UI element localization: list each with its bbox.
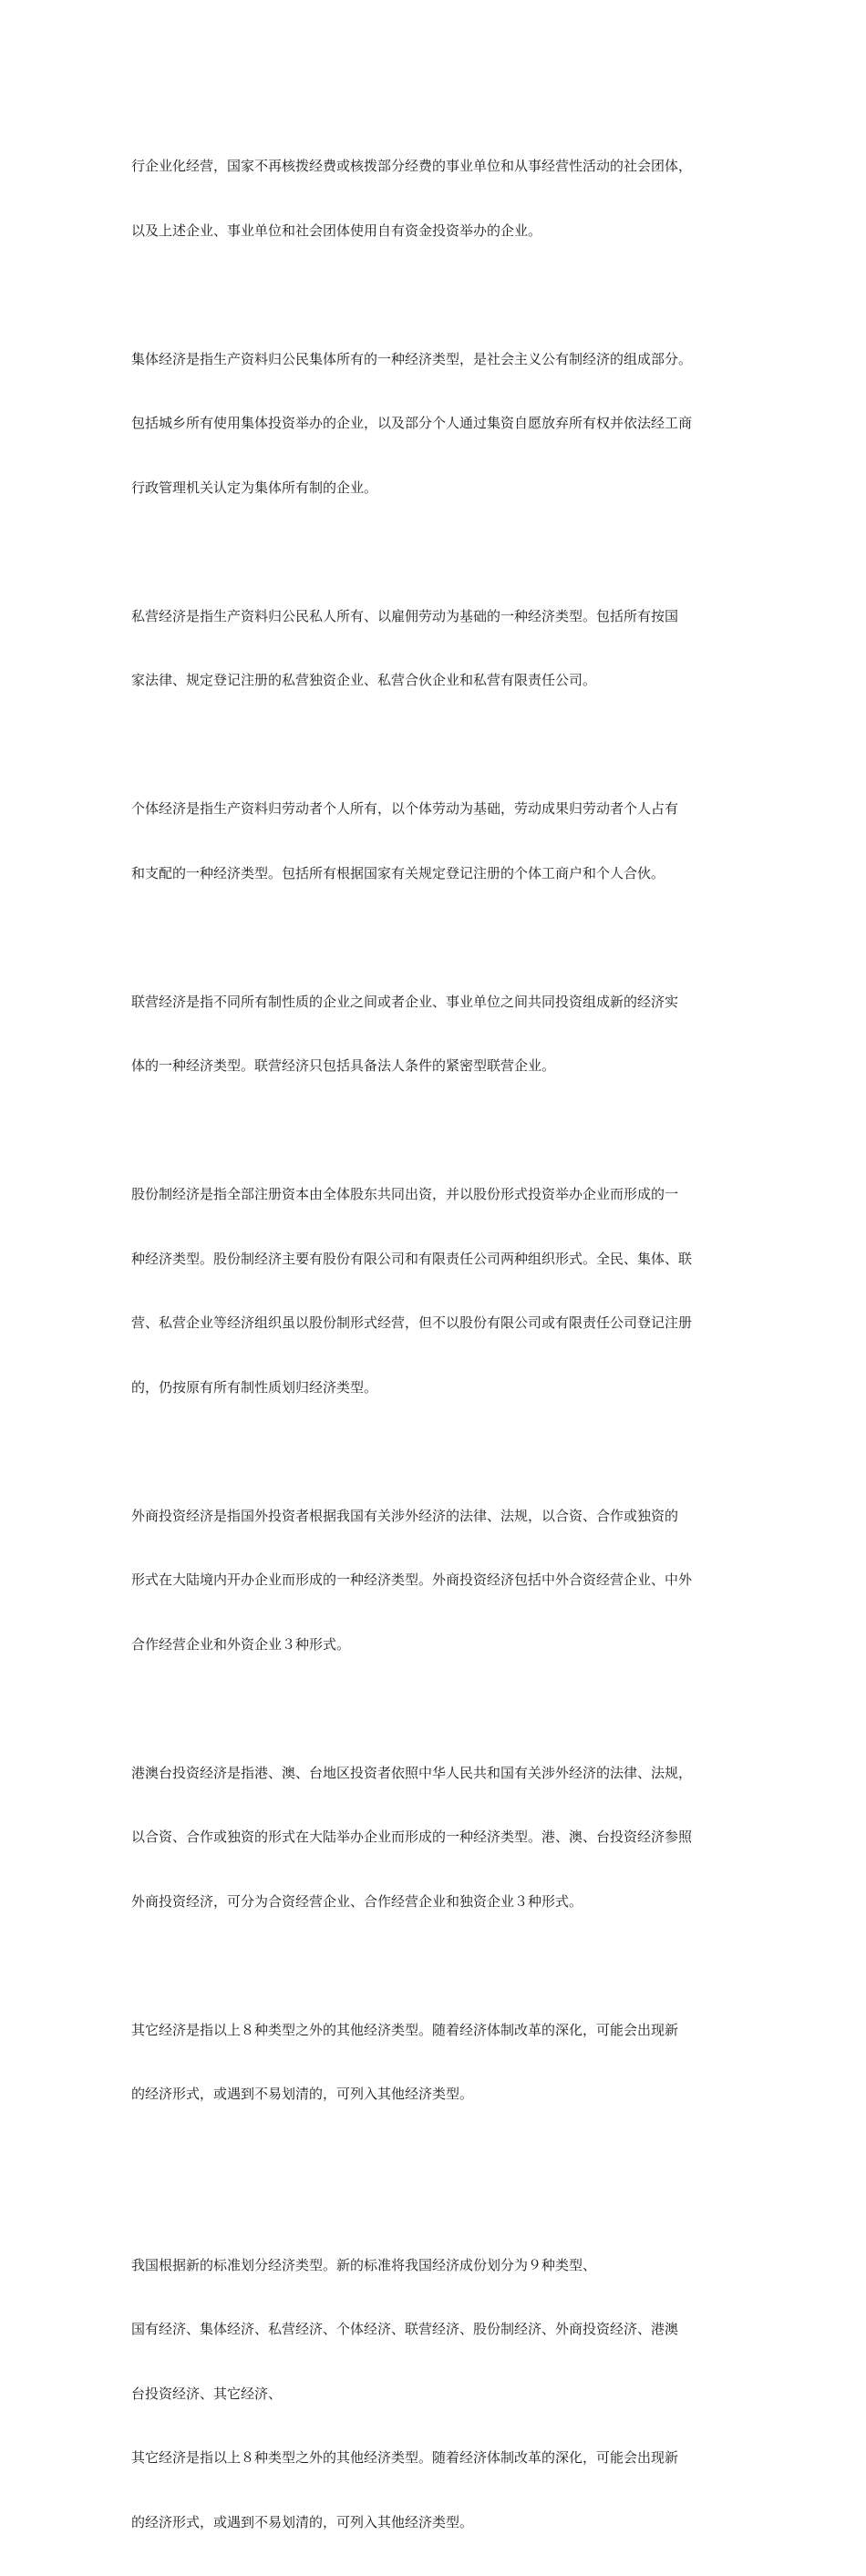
paragraph-other-economy — [131, 1977, 742, 2148]
text-line: 的经济形式，或遇到不易划清的，可列入其他经济类型。 — [131, 2084, 742, 2106]
paragraph-spacer — [131, 735, 742, 757]
text-line: 国有经济、集体经济、私营经济、个体经济、联营经济、股份制经济、外商投资经济、港澳 — [131, 2319, 742, 2341]
text-line: 外商投资经济，可分为合资经营企业、合作经营企业和独资企业３种形式。 — [131, 1891, 742, 1913]
text-line: 股份制经济是指全部注册资本由全体股东共同出资，并以股份形式投资举办企业而形成的一 — [131, 1184, 742, 1206]
paragraph-spacer — [131, 1120, 742, 1142]
text-line: 外商投资经济是指国外投资者根据我国有关涉外经济的法律、法规，以合资、合作或独资的 — [131, 1506, 742, 1528]
text-line: 以及上述企业、事业单位和社会团体使用自有资金投资举办的企业。 — [131, 221, 742, 242]
paragraph-private-economy — [131, 563, 742, 735]
text-line: 私营经济是指生产资料归公民私人所有、以雇佣劳动为基础的一种经济类型。包括所有按国 — [131, 606, 742, 628]
text-line: 的经济形式，或遇到不易划清的，可列入其他经济类型。 — [131, 2512, 742, 2534]
text-line: 其它经济是指以上８种类型之外的其他经济类型。随着经济体制改革的深化，可能会出现新 — [131, 2447, 742, 2469]
text-line: 合作经营企业和外资企业３种形式。 — [131, 1634, 742, 1656]
text-line: 我国根据新的标准划分经济类型。新的标准将我国经济成份划分为９种类型、 — [131, 2255, 742, 2277]
paragraph-joint-economy — [131, 949, 742, 1120]
text-line: 家法律、规定登记注册的私营独资企业、私营合伙企业和私营有限责任公司。 — [131, 670, 742, 692]
paragraph-individual-economy — [131, 756, 742, 927]
paragraph-spacer — [131, 1441, 742, 1463]
text-line: 和支配的一种经济类型。包括所有根据国家有关规定登记注册的个体工商户和个人合伙。 — [131, 863, 742, 885]
paragraph-collective-economy — [131, 306, 742, 542]
text-line: 的，仍按原有所有制性质划归经济类型。 — [131, 1377, 742, 1399]
text-line: 行政管理机关认定为集体所有制的企业。 — [131, 478, 742, 500]
paragraph-spacer — [131, 1955, 742, 1977]
paragraph-spacer — [131, 541, 742, 563]
text-line: 联营经济是指不同所有制性质的企业之间或者企业、事业单位之间共同投资组成新的经济实 — [131, 992, 742, 1014]
text-line: 种经济类型。股份制经济主要有股份有限公司和有限责任公司两种组织形式。全民、集体、联 — [131, 1249, 742, 1271]
text-line: 以合资、合作或独资的形式在大陆举办企业而形成的一种经济类型。港、澳、台投资经济参照 — [131, 1827, 742, 1849]
text-line: 集体经济是指生产资料归公民集体所有的一种经济类型，是社会主义公有制经济的组成部分。 — [131, 349, 742, 371]
paragraph-state-owned-continuation — [131, 113, 742, 284]
paragraph-spacer — [131, 1698, 742, 1720]
paragraph-summary — [131, 2212, 742, 2576]
text-line: 包括城乡所有使用集体投资举办的企业，以及部分个人通过集资自愿放弃所有权并依法经工商 — [131, 413, 742, 435]
text-line: 形式在大陆境内开办企业而形成的一种经济类型。外商投资经济包括中外合资经营企业、中外 — [131, 1570, 742, 1592]
text-line: 营、私营企业等经济组织虽以股份制形式经营，但不以股份有限公司或有限责任公司登记注册 — [131, 1313, 742, 1334]
section-spacer — [131, 2148, 742, 2212]
document-body — [131, 113, 742, 2576]
paragraph-spacer — [131, 284, 742, 306]
text-line: 台投资经济、其它经济、 — [131, 2384, 742, 2406]
paragraph-spacer — [131, 927, 742, 949]
text-line: 体的一种经济类型。联营经济只包括具备法人条件的紧密型联营企业。 — [131, 1056, 742, 1077]
text-line: 其它经济是指以上８种类型之外的其他经济类型。随着经济体制改革的深化，可能会出现新 — [131, 2020, 742, 2042]
text-line: 行企业化经营，国家不再核拨经费或核拨部分经费的事业单位和从事经营性活动的社会团体， — [131, 156, 742, 178]
paragraph-hk-macao-taiwan-economy — [131, 1720, 742, 1956]
paragraph-foreign-investment-economy — [131, 1463, 742, 1699]
text-line: 港澳台投资经济是指港、澳、台地区投资者依照中华人民共和国有关涉外经济的法律、法规， — [131, 1763, 742, 1785]
text-line: 个体经济是指生产资料归劳动者个人所有，以个体劳动为基础，劳动成果归劳动者个人占有 — [131, 799, 742, 820]
paragraph-shareholding-economy — [131, 1141, 742, 1441]
